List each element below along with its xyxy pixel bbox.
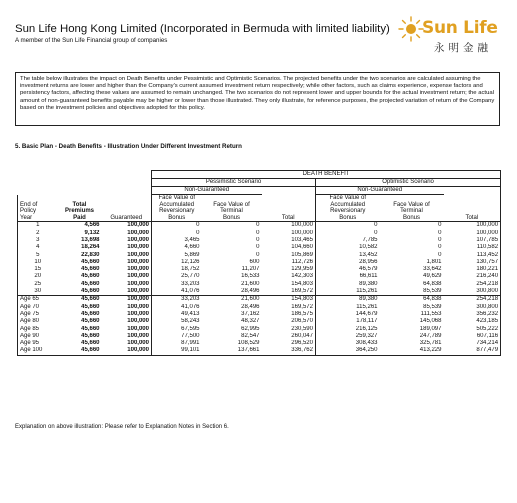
death-benefit-table bbox=[17, 170, 501, 356]
table-row bbox=[18, 288, 501, 296]
policy-year-header: End of Policy Year bbox=[18, 195, 58, 222]
table-cell: 11,207 bbox=[241, 266, 260, 273]
table-row bbox=[18, 237, 501, 244]
table-cell: 45,660 bbox=[58, 347, 102, 355]
table-cell: 45,660 bbox=[81, 266, 100, 273]
table-row bbox=[18, 347, 501, 355]
table-cell: 112,726 bbox=[291, 258, 313, 265]
table-cell: Age 100 bbox=[18, 347, 58, 355]
table-cell: 100,000 bbox=[444, 230, 501, 237]
table-cell: 0 bbox=[256, 251, 260, 258]
table-row bbox=[18, 311, 501, 318]
table-cell: 0 bbox=[438, 229, 442, 236]
pessimistic-non-guaranteed: Non-Guaranteed bbox=[152, 187, 262, 195]
optimistic-non-guaranteed: Non-Guaranteed bbox=[316, 187, 444, 195]
table-cell: 37,162 bbox=[241, 310, 260, 317]
table-cell: 107,785 bbox=[444, 237, 501, 244]
table-cell: 216,125 bbox=[316, 326, 380, 333]
table-cell: 18,752 bbox=[152, 266, 202, 273]
member-line: A member of the Sun Life Financial group of companies bbox=[15, 37, 168, 44]
policy-year-rows bbox=[18, 222, 501, 296]
table-cell: 0 bbox=[256, 222, 260, 229]
table-cell: 20 bbox=[18, 273, 58, 280]
table-cell: 85,539 bbox=[380, 288, 444, 296]
table-cell: 28,956 bbox=[316, 259, 380, 266]
table-cell: 64,838 bbox=[423, 280, 442, 287]
table-cell: 0 bbox=[256, 244, 260, 251]
table-cell: Age 95 bbox=[18, 340, 58, 347]
table-cell: 0 bbox=[438, 236, 442, 243]
table-cell: 115,261 bbox=[316, 288, 380, 296]
table-cell: 505,222 bbox=[444, 326, 501, 333]
table-cell: 5 bbox=[18, 252, 58, 259]
table-cell: 111,553 bbox=[420, 310, 442, 317]
death-benefit-table-wrap bbox=[17, 170, 500, 356]
table-cell: 189,097 bbox=[419, 325, 442, 332]
table-cell: 45,660 bbox=[81, 310, 100, 317]
table-cell: 33,203 bbox=[152, 281, 202, 288]
total-premiums-header: Total Premiums Paid bbox=[58, 195, 102, 222]
table-cell: 364,250 bbox=[316, 347, 380, 355]
table-cell: 100,000 bbox=[127, 310, 149, 317]
opt-total-header: Total bbox=[444, 195, 501, 222]
table-row bbox=[18, 244, 501, 251]
table-row bbox=[18, 333, 501, 340]
opt-reversionary-header: Face Value of Accumulated Reversionary Bonus bbox=[316, 195, 380, 222]
table-cell: 21,600 bbox=[241, 280, 260, 287]
table-cell: 0 bbox=[316, 230, 380, 237]
table-cell: 1 bbox=[18, 222, 58, 230]
table-cell: 0 bbox=[438, 251, 442, 258]
table-cell: 110,582 bbox=[444, 244, 501, 251]
table-cell: Age 75 bbox=[18, 311, 58, 318]
table-cell: 13,452 bbox=[316, 252, 380, 259]
table-cell: 129,959 bbox=[291, 266, 313, 273]
table-cell: 144,679 bbox=[316, 311, 380, 318]
table-cell: 0 bbox=[256, 236, 260, 243]
table-cell: 12,126 bbox=[152, 259, 202, 266]
table-cell: 100,000 bbox=[127, 273, 149, 280]
table-cell: 230,590 bbox=[291, 325, 313, 332]
table-cell: 18,264 bbox=[81, 244, 100, 251]
table-cell: 103,465 bbox=[291, 236, 313, 243]
table-cell: 87,991 bbox=[152, 340, 202, 347]
table-cell: 9,132 bbox=[84, 229, 100, 236]
table-cell: 180,221 bbox=[444, 266, 501, 273]
table-row bbox=[18, 259, 501, 266]
table-cell: 600 bbox=[249, 258, 260, 265]
table-cell: Age 70 bbox=[18, 304, 58, 311]
table-cell: 247,789 bbox=[419, 332, 442, 339]
table-cell: 100,000 bbox=[127, 340, 149, 347]
table-cell: 0 bbox=[152, 222, 202, 230]
table-cell: 33,642 bbox=[423, 266, 442, 273]
table-cell: 108,529 bbox=[237, 340, 260, 347]
opt-terminal-header: Face Value of Terminal Bonus bbox=[380, 195, 444, 222]
table-cell: 336,762 bbox=[262, 347, 316, 355]
table-cell: 0 bbox=[438, 222, 442, 229]
guaranteed-header: Guaranteed bbox=[102, 195, 152, 222]
table-cell: 67,595 bbox=[152, 326, 202, 333]
table-row bbox=[18, 281, 501, 288]
table-cell: 89,380 bbox=[316, 296, 380, 304]
table-cell: 28,496 bbox=[241, 303, 260, 310]
table-cell: 33,203 bbox=[152, 296, 202, 304]
table-cell: 45,660 bbox=[58, 296, 102, 304]
table-cell: 356,232 bbox=[444, 311, 501, 318]
table-cell: 186,575 bbox=[291, 310, 313, 317]
table-cell: 0 bbox=[152, 230, 202, 237]
table-cell: 100,000 bbox=[127, 266, 149, 273]
table-cell: 85,539 bbox=[423, 303, 442, 310]
table-cell: 216,240 bbox=[444, 273, 501, 280]
table-row bbox=[18, 252, 501, 259]
table-cell: 0 bbox=[256, 229, 260, 236]
table-cell: 100,000 bbox=[127, 303, 149, 310]
table-cell: 105,869 bbox=[291, 251, 313, 258]
table-cell: 100,000 bbox=[127, 236, 149, 243]
table-row bbox=[18, 304, 501, 311]
table-cell: 100,000 bbox=[127, 244, 149, 251]
table-cell: 4,566 bbox=[84, 222, 100, 229]
table-cell: 100,000 bbox=[127, 318, 149, 325]
table-cell: 45,660 bbox=[81, 273, 100, 280]
table-cell: 49,413 bbox=[152, 311, 202, 318]
table-cell: 45,660 bbox=[81, 258, 100, 265]
table-cell: 100,000 bbox=[102, 296, 152, 304]
company-name: Sun Life Hong Kong Limited (Incorporated in Bermuda with limited liability) bbox=[15, 23, 390, 35]
death-benefit-header: DEATH BENEFIT bbox=[152, 171, 501, 179]
table-cell: 7,785 bbox=[316, 237, 380, 244]
pessimistic-header: Pessimistic Scenario bbox=[152, 179, 316, 187]
table-row bbox=[18, 326, 501, 333]
table-cell: 28,496 bbox=[202, 288, 262, 296]
pess-total-header: Total bbox=[262, 195, 316, 222]
table-cell: 169,572 bbox=[291, 303, 313, 310]
table-cell: 49,629 bbox=[423, 273, 442, 280]
table-cell: 254,218 bbox=[444, 281, 501, 288]
table-cell: 25 bbox=[18, 281, 58, 288]
table-cell: 16,533 bbox=[241, 273, 260, 280]
table-cell: 100,000 bbox=[127, 325, 149, 332]
table-cell: 100,000 bbox=[127, 222, 149, 229]
table-cell: 100,000 bbox=[127, 258, 149, 265]
table-cell: 877,479 bbox=[444, 347, 501, 355]
table-cell: 5,869 bbox=[152, 252, 202, 259]
table-cell: 100,000 bbox=[102, 288, 152, 296]
table-cell: 41,076 bbox=[152, 304, 202, 311]
optimistic-header: Optimistic Scenario bbox=[316, 179, 501, 187]
table-cell: 13,698 bbox=[81, 236, 100, 243]
table-cell: 100,000 bbox=[102, 347, 152, 355]
table-cell: 104,660 bbox=[291, 244, 313, 251]
table-cell: 0 bbox=[316, 222, 380, 230]
table-cell: Age 80 bbox=[18, 318, 58, 325]
table-cell: 115,261 bbox=[316, 304, 380, 311]
table-cell: 4,660 bbox=[152, 244, 202, 251]
table-cell: 30 bbox=[18, 288, 58, 296]
table-cell: 413,229 bbox=[380, 347, 444, 355]
sun-icon bbox=[398, 16, 424, 42]
table-cell: 3 bbox=[18, 237, 58, 244]
table-cell: 46,579 bbox=[316, 266, 380, 273]
table-cell: 41,076 bbox=[152, 288, 202, 296]
table-cell: Age 65 bbox=[18, 296, 58, 304]
table-cell: 66,611 bbox=[316, 273, 380, 280]
table-cell: 100,000 bbox=[127, 280, 149, 287]
table-cell: 3,465 bbox=[152, 237, 202, 244]
table-row bbox=[18, 222, 501, 230]
table-cell: 48,327 bbox=[241, 318, 260, 325]
table-cell: 45,660 bbox=[81, 280, 100, 287]
table-cell: 21,600 bbox=[202, 296, 262, 304]
table-cell: 4 bbox=[18, 244, 58, 251]
table-cell: 2 bbox=[18, 230, 58, 237]
table-row bbox=[18, 340, 501, 347]
table-cell: 254,218 bbox=[444, 296, 501, 304]
table-cell: 100,000 bbox=[127, 251, 149, 258]
table-row bbox=[18, 296, 501, 304]
table-cell: 300,800 bbox=[444, 288, 501, 296]
table-cell: 154,803 bbox=[262, 296, 316, 304]
table-cell: 45,660 bbox=[81, 325, 100, 332]
table-cell: 25,770 bbox=[152, 273, 202, 280]
table-cell: 100,000 bbox=[291, 229, 313, 236]
table-cell: 45,660 bbox=[81, 303, 100, 310]
table-cell: 0 bbox=[438, 244, 442, 251]
table-cell: 260,047 bbox=[291, 332, 313, 339]
table-cell: 89,380 bbox=[316, 281, 380, 288]
logo-wordmark: Sun Life bbox=[422, 18, 498, 38]
table-row bbox=[18, 318, 501, 325]
table-cell: 100,000 bbox=[127, 229, 149, 236]
table-cell: 45,660 bbox=[81, 340, 100, 347]
table-row bbox=[18, 230, 501, 237]
table-cell: 10,582 bbox=[316, 244, 380, 251]
table-cell: 296,520 bbox=[291, 340, 313, 347]
table-cell: 10 bbox=[18, 259, 58, 266]
table-row bbox=[18, 266, 501, 273]
pess-terminal-header: Face Value of Terminal Bonus bbox=[202, 195, 262, 222]
table-cell: 325,781 bbox=[419, 340, 442, 347]
table-cell: 100,000 bbox=[127, 332, 149, 339]
table-cell: 22,830 bbox=[81, 251, 100, 258]
scenario-notice-box: The table below illustrates the impact on Death Benefits under Pessimistic and Optimistic Scenarios. The projected benefits under the two scenarios are calculated assuming the investment returns are lower and higher than the Company's current assumed investment return respectively; while other factors, such as claims experience, expense factors and persistency factors, affecting these values are assumed to remain unchanged. The two scenarios do not represent lower and upper bounds for the actual investment return; the actual amount of non-guaranteed benefits payable may be higher or lower than those illustrated. They only illustrate, for reference purposes, the projected variation of return of the Company based on the investment policies and objectives adopted for this policy. bbox=[15, 72, 500, 126]
table-cell: 113,452 bbox=[444, 252, 501, 259]
table-cell: 1,801 bbox=[426, 258, 442, 265]
table-cell: 82,547 bbox=[241, 332, 260, 339]
table-cell: 130,757 bbox=[444, 259, 501, 266]
table-cell: Age 85 bbox=[18, 326, 58, 333]
table-cell: 423,185 bbox=[444, 318, 501, 325]
table-cell: 77,500 bbox=[152, 333, 202, 340]
document-header bbox=[15, 22, 390, 45]
table-cell: 15 bbox=[18, 266, 58, 273]
table-cell: 308,433 bbox=[316, 340, 380, 347]
explanation-note: Explanation on above illustration: Please refer to Explanation Notes in Section 6. bbox=[15, 424, 229, 430]
table-cell: Age 90 bbox=[18, 333, 58, 340]
table-cell: 169,572 bbox=[262, 288, 316, 296]
table-cell: 100,000 bbox=[291, 222, 313, 229]
table-cell: 100,000 bbox=[444, 222, 501, 230]
section-title: 5. Basic Plan - Death Benefits - Illustration Under Different Investment Return bbox=[15, 143, 242, 150]
table-cell: 206,570 bbox=[291, 318, 313, 325]
table-cell: 154,803 bbox=[291, 280, 313, 287]
table-cell: 178,117 bbox=[316, 318, 380, 325]
table-cell: 607,116 bbox=[444, 333, 501, 340]
table-row bbox=[18, 273, 501, 280]
table-cell: 137,661 bbox=[202, 347, 262, 355]
table-cell: 142,303 bbox=[291, 273, 313, 280]
logo-chinese-name: 永明金融 bbox=[434, 42, 492, 54]
sun-life-logo bbox=[398, 14, 510, 58]
table-cell: 259,327 bbox=[316, 333, 380, 340]
table-cell: 62,995 bbox=[241, 325, 260, 332]
pess-reversionary-header: Face Value of Accumulated Reversionary Bonus bbox=[152, 195, 202, 222]
table-cell: 99,101 bbox=[152, 347, 202, 355]
age-rows bbox=[18, 296, 501, 355]
table-cell: 64,838 bbox=[380, 296, 444, 304]
table-cell: 45,660 bbox=[58, 288, 102, 296]
table-cell: 145,068 bbox=[419, 318, 442, 325]
table-cell: 734,214 bbox=[444, 340, 501, 347]
table-cell: 45,660 bbox=[81, 332, 100, 339]
table-cell: 45,660 bbox=[81, 318, 100, 325]
table-cell: 58,243 bbox=[152, 318, 202, 325]
table-cell: 300,800 bbox=[444, 304, 501, 311]
